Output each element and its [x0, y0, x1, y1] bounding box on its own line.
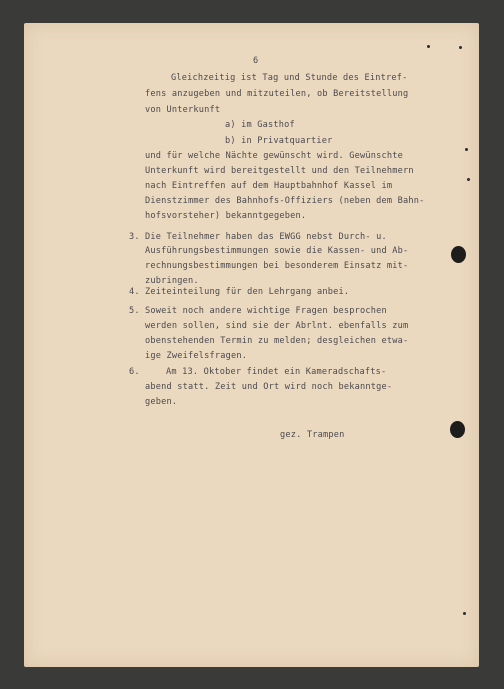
- item-6-line-2: abend statt. Zeit und Ort wird noch bekanntge-: [145, 382, 393, 392]
- item-number-4: 4.: [129, 287, 140, 297]
- page-number: 6: [253, 56, 259, 66]
- continuation-line-4: Dienstzimmer des Bahnhofs-Offiziers (neben dem Bahn-: [145, 196, 425, 206]
- continuation-line-5: hofsvorsteher) bekanntgegeben.: [145, 211, 307, 221]
- paper-speck: [459, 46, 462, 49]
- item-number-5: 5.: [129, 306, 140, 316]
- item-5-line-3: obenstehenden Termin zu melden; desgleichen etwa-: [145, 336, 409, 346]
- intro-line-2: fens anzugeben und mitzuteilen, ob Bereitstellung: [145, 89, 409, 99]
- intro-line-1: Gleichzeitig ist Tag und Stunde des Eintref-: [171, 73, 408, 83]
- item-number-6: 6.: [129, 367, 140, 377]
- item-3-line-3: rechnungsbestimmungen bei besonderem Einsatz mit-: [145, 261, 409, 271]
- paper-speck: [465, 148, 468, 151]
- option-private-quarter: b) in Privatquartier: [225, 136, 333, 146]
- punch-hole-lower: [450, 421, 465, 438]
- intro-line-3: von Unterkunft: [145, 105, 221, 115]
- item-3-line-1: Die Teilnehmer haben das EWGG nebst Durch- u.: [145, 232, 387, 242]
- item-4-line-1: Zeiteinteilung für den Lehrgang anbei.: [145, 287, 350, 297]
- item-5-line-2: werden sollen, sind sie der Abrlnt. ebenfalls zum: [145, 321, 409, 331]
- item-number-3: 3.: [129, 232, 140, 242]
- item-5-line-4: ige Zweifelsfragen.: [145, 351, 248, 361]
- signature-line: gez. Trampen: [280, 430, 345, 440]
- item-5-line-1: Soweit noch andere wichtige Fragen besprochen: [145, 306, 387, 316]
- continuation-line-2: Unterkunft wird bereitgestellt und den Teilnehmern: [145, 166, 414, 176]
- paper-sheet: [24, 23, 479, 667]
- paper-speck: [427, 45, 430, 48]
- punch-hole-upper: [451, 246, 466, 263]
- paper-speck: [467, 178, 470, 181]
- paper-speck: [463, 612, 466, 615]
- option-guesthouse: a) im Gasthof: [225, 120, 295, 130]
- item-3-line-4: zubringen.: [145, 276, 199, 286]
- continuation-line-1: und für welche Nächte gewünscht wird. Gewünschte: [145, 151, 403, 161]
- item-6-line-1: Am 13. Oktober findet ein Kameradschafts-: [166, 367, 387, 377]
- item-3-line-2: Ausführungsbestimmungen sowie die Kassen- und Ab-: [145, 246, 409, 256]
- continuation-line-3: nach Eintreffen auf dem Hauptbahnhof Kassel im: [145, 181, 393, 191]
- item-6-line-3: geben.: [145, 397, 178, 407]
